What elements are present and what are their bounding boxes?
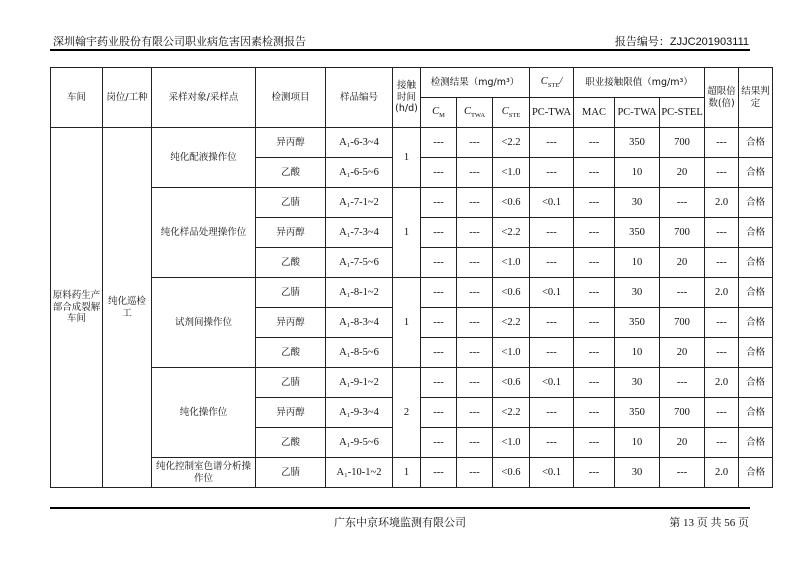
item-cell: 乙腈: [256, 458, 326, 488]
ctwa-cell: ---: [457, 128, 493, 158]
cste-cell: <2.2: [493, 218, 530, 248]
ratio-cell: <0.1: [530, 278, 574, 308]
verdict-cell: 合格: [739, 278, 773, 308]
item-cell: 异丙醇: [256, 398, 326, 428]
sample-no-cell: A₁-7-5~6: [326, 248, 393, 278]
cste-cell: <2.2: [493, 308, 530, 338]
col-multiple: 超限倍数(倍): [705, 68, 739, 128]
pctwa-cell: 350: [615, 128, 660, 158]
ctwa-cell: ---: [457, 428, 493, 458]
verdict-cell: 合格: [739, 158, 773, 188]
pcstel-cell: ---: [660, 188, 705, 218]
col-ctwa: $C_{TWA}$: [457, 98, 493, 128]
sample-point-cell: 纯化样品处理操作位: [152, 188, 256, 278]
ctwa-cell: ---: [457, 278, 493, 308]
item-cell: 异丙醇: [256, 128, 326, 158]
item-cell: 乙腈: [256, 278, 326, 308]
pcstel-cell: 700: [660, 128, 705, 158]
sample-no-cell: A₁-7-3~4: [326, 218, 393, 248]
col-cste: $C_{STE}$: [493, 98, 530, 128]
workshop-cell: 原料药生产部合成裂解车间: [51, 128, 103, 488]
col-ratio-bottom: PC-TWA: [530, 98, 574, 128]
contact-time-cell: 1: [393, 188, 421, 278]
mac-cell: ---: [574, 128, 615, 158]
table-row: [51, 458, 773, 488]
sample-no-cell: A₁-8-1~2: [326, 278, 393, 308]
cm-cell: ---: [421, 218, 457, 248]
verdict-cell: 合格: [739, 458, 773, 488]
table-row: [51, 278, 773, 308]
ctwa-cell: ---: [457, 308, 493, 338]
ratio-cell: <0.1: [530, 458, 574, 488]
mac-cell: ---: [574, 398, 615, 428]
ratio-cell: ---: [530, 428, 574, 458]
cm-cell: ---: [421, 338, 457, 368]
col-limit-group: 职业接触限值（mg/m³）: [574, 68, 705, 98]
pctwa-cell: 10: [615, 428, 660, 458]
col-post: 岗位/工种: [103, 68, 152, 128]
col-verdict: 结果判定: [739, 68, 773, 128]
cste-cell: <0.6: [493, 458, 530, 488]
cste-cell: <1.0: [493, 338, 530, 368]
results-table: [50, 67, 773, 488]
pctwa-cell: 10: [615, 248, 660, 278]
header-divider: [50, 49, 750, 51]
col-cm: $C_M$: [421, 98, 457, 128]
ctwa-cell: ---: [457, 188, 493, 218]
mac-cell: ---: [574, 158, 615, 188]
verdict-cell: 合格: [739, 368, 773, 398]
pctwa-cell: 350: [615, 218, 660, 248]
col-pcstel: PC-STEL: [660, 98, 705, 128]
pcstel-cell: 700: [660, 218, 705, 248]
multiple-cell: ---: [705, 338, 739, 368]
sample-no-cell: A₁-6-3~4: [326, 128, 393, 158]
ratio-cell: ---: [530, 308, 574, 338]
table-row: [51, 188, 773, 218]
ratio-cell: ---: [530, 218, 574, 248]
pctwa-cell: 10: [615, 338, 660, 368]
multiple-cell: 2.0: [705, 368, 739, 398]
multiple-cell: ---: [705, 128, 739, 158]
multiple-cell: ---: [705, 158, 739, 188]
col-mac: MAC: [574, 98, 615, 128]
sample-no-cell: A₁-6-5~6: [326, 158, 393, 188]
sample-point-cell: 纯化操作位: [152, 368, 256, 458]
footer-divider: [50, 507, 750, 509]
footer-company: 广东中京环境监测有限公司: [334, 516, 466, 529]
verdict-cell: 合格: [739, 428, 773, 458]
cste-cell: <2.2: [493, 128, 530, 158]
contact-time-cell: 2: [393, 368, 421, 458]
verdict-cell: 合格: [739, 128, 773, 158]
pcstel-cell: 20: [660, 338, 705, 368]
sample-point-cell: 纯化控制室色谱分析操作位: [152, 458, 256, 488]
ratio-cell: ---: [530, 248, 574, 278]
pctwa-cell: 30: [615, 368, 660, 398]
sample-no-cell: A₁-9-3~4: [326, 398, 393, 428]
sample-no-cell: A₁-10-1~2: [326, 458, 393, 488]
cm-cell: ---: [421, 428, 457, 458]
verdict-cell: 合格: [739, 218, 773, 248]
multiple-cell: 2.0: [705, 188, 739, 218]
item-cell: 乙腈: [256, 188, 326, 218]
item-cell: 异丙醇: [256, 308, 326, 338]
footer-page-number: 第 13 页 共 56 页: [669, 517, 749, 529]
pctwa-cell: 30: [615, 278, 660, 308]
multiple-cell: ---: [705, 398, 739, 428]
contact-time-cell: 1: [393, 458, 421, 488]
mac-cell: ---: [574, 368, 615, 398]
ctwa-cell: ---: [457, 338, 493, 368]
cste-cell: <2.2: [493, 398, 530, 428]
pcstel-cell: 700: [660, 398, 705, 428]
verdict-cell: 合格: [739, 398, 773, 428]
multiple-cell: 2.0: [705, 458, 739, 488]
cm-cell: ---: [421, 128, 457, 158]
ctwa-cell: ---: [457, 368, 493, 398]
mac-cell: ---: [574, 428, 615, 458]
table-row: [51, 368, 773, 398]
item-cell: 乙酸: [256, 248, 326, 278]
verdict-cell: 合格: [739, 188, 773, 218]
contact-time-cell: 1: [393, 278, 421, 368]
pctwa-cell: 30: [615, 458, 660, 488]
pcstel-cell: 700: [660, 308, 705, 338]
multiple-cell: ---: [705, 428, 739, 458]
ratio-cell: <0.1: [530, 368, 574, 398]
item-cell: 乙酸: [256, 158, 326, 188]
ratio-cell: ---: [530, 128, 574, 158]
pctwa-cell: 350: [615, 398, 660, 428]
col-sample-point: 采样对象/采样点: [152, 68, 256, 128]
cm-cell: ---: [421, 188, 457, 218]
ratio-cell: ---: [530, 338, 574, 368]
cste-cell: <0.6: [493, 188, 530, 218]
cm-cell: ---: [421, 158, 457, 188]
col-pctwa: PC-TWA: [615, 98, 660, 128]
sample-no-cell: A₁-8-5~6: [326, 338, 393, 368]
item-cell: 乙腈: [256, 368, 326, 398]
mac-cell: ---: [574, 338, 615, 368]
ctwa-cell: ---: [457, 218, 493, 248]
mac-cell: ---: [574, 308, 615, 338]
mac-cell: ---: [574, 278, 615, 308]
post-cell: 纯化巡检工: [103, 128, 152, 488]
multiple-cell: ---: [705, 218, 739, 248]
ctwa-cell: ---: [457, 248, 493, 278]
report-title: 深圳翰宇药业股份有限公司职业病危害因素检测报告: [53, 35, 306, 48]
cm-cell: ---: [421, 308, 457, 338]
multiple-cell: 2.0: [705, 278, 739, 308]
sample-no-cell: A₁-7-1~2: [326, 188, 393, 218]
cm-cell: ---: [421, 248, 457, 278]
ratio-cell: ---: [530, 158, 574, 188]
cste-cell: <1.0: [493, 248, 530, 278]
verdict-cell: 合格: [739, 248, 773, 278]
cste-cell: <1.0: [493, 428, 530, 458]
col-result-group: 检测结果（mg/m³）: [421, 68, 530, 98]
cste-cell: <0.6: [493, 368, 530, 398]
item-cell: 乙酸: [256, 338, 326, 368]
multiple-cell: ---: [705, 308, 739, 338]
pcstel-cell: 20: [660, 428, 705, 458]
verdict-cell: 合格: [739, 338, 773, 368]
sample-no-cell: A₁-9-1~2: [326, 368, 393, 398]
pcstel-cell: ---: [660, 458, 705, 488]
sample-no-cell: A₁-9-5~6: [326, 428, 393, 458]
cste-cell: <1.0: [493, 158, 530, 188]
sample-point-cell: 纯化配液操作位: [152, 128, 256, 188]
col-workshop: 车间: [51, 68, 103, 128]
col-ratio-top: $C_{STE}/$: [530, 68, 574, 98]
verdict-cell: 合格: [739, 308, 773, 338]
report-number: 报告编号：ZJJC201903111: [614, 36, 749, 48]
contact-time-cell: 1: [393, 128, 421, 188]
mac-cell: ---: [574, 248, 615, 278]
col-sample-no: 样品编号: [326, 68, 393, 128]
multiple-cell: ---: [705, 248, 739, 278]
cm-cell: ---: [421, 368, 457, 398]
sample-point-cell: 试剂间操作位: [152, 278, 256, 368]
cm-cell: ---: [421, 458, 457, 488]
col-contact-time: 接触时间(h/d): [393, 68, 421, 128]
pctwa-cell: 30: [615, 188, 660, 218]
ctwa-cell: ---: [457, 398, 493, 428]
item-cell: 乙酸: [256, 428, 326, 458]
pctwa-cell: 350: [615, 308, 660, 338]
cm-cell: ---: [421, 398, 457, 428]
pcstel-cell: 20: [660, 248, 705, 278]
ratio-cell: <0.1: [530, 188, 574, 218]
mac-cell: ---: [574, 458, 615, 488]
cste-cell: <0.6: [493, 278, 530, 308]
ctwa-cell: ---: [457, 158, 493, 188]
ctwa-cell: ---: [457, 458, 493, 488]
pcstel-cell: 20: [660, 158, 705, 188]
mac-cell: ---: [574, 218, 615, 248]
pcstel-cell: ---: [660, 278, 705, 308]
sample-no-cell: A₁-8-3~4: [326, 308, 393, 338]
pctwa-cell: 10: [615, 158, 660, 188]
cm-cell: ---: [421, 278, 457, 308]
col-item: 检测项目: [256, 68, 326, 128]
mac-cell: ---: [574, 188, 615, 218]
ratio-cell: ---: [530, 398, 574, 428]
pcstel-cell: ---: [660, 368, 705, 398]
item-cell: 异丙醇: [256, 218, 326, 248]
table-row: [51, 128, 773, 158]
